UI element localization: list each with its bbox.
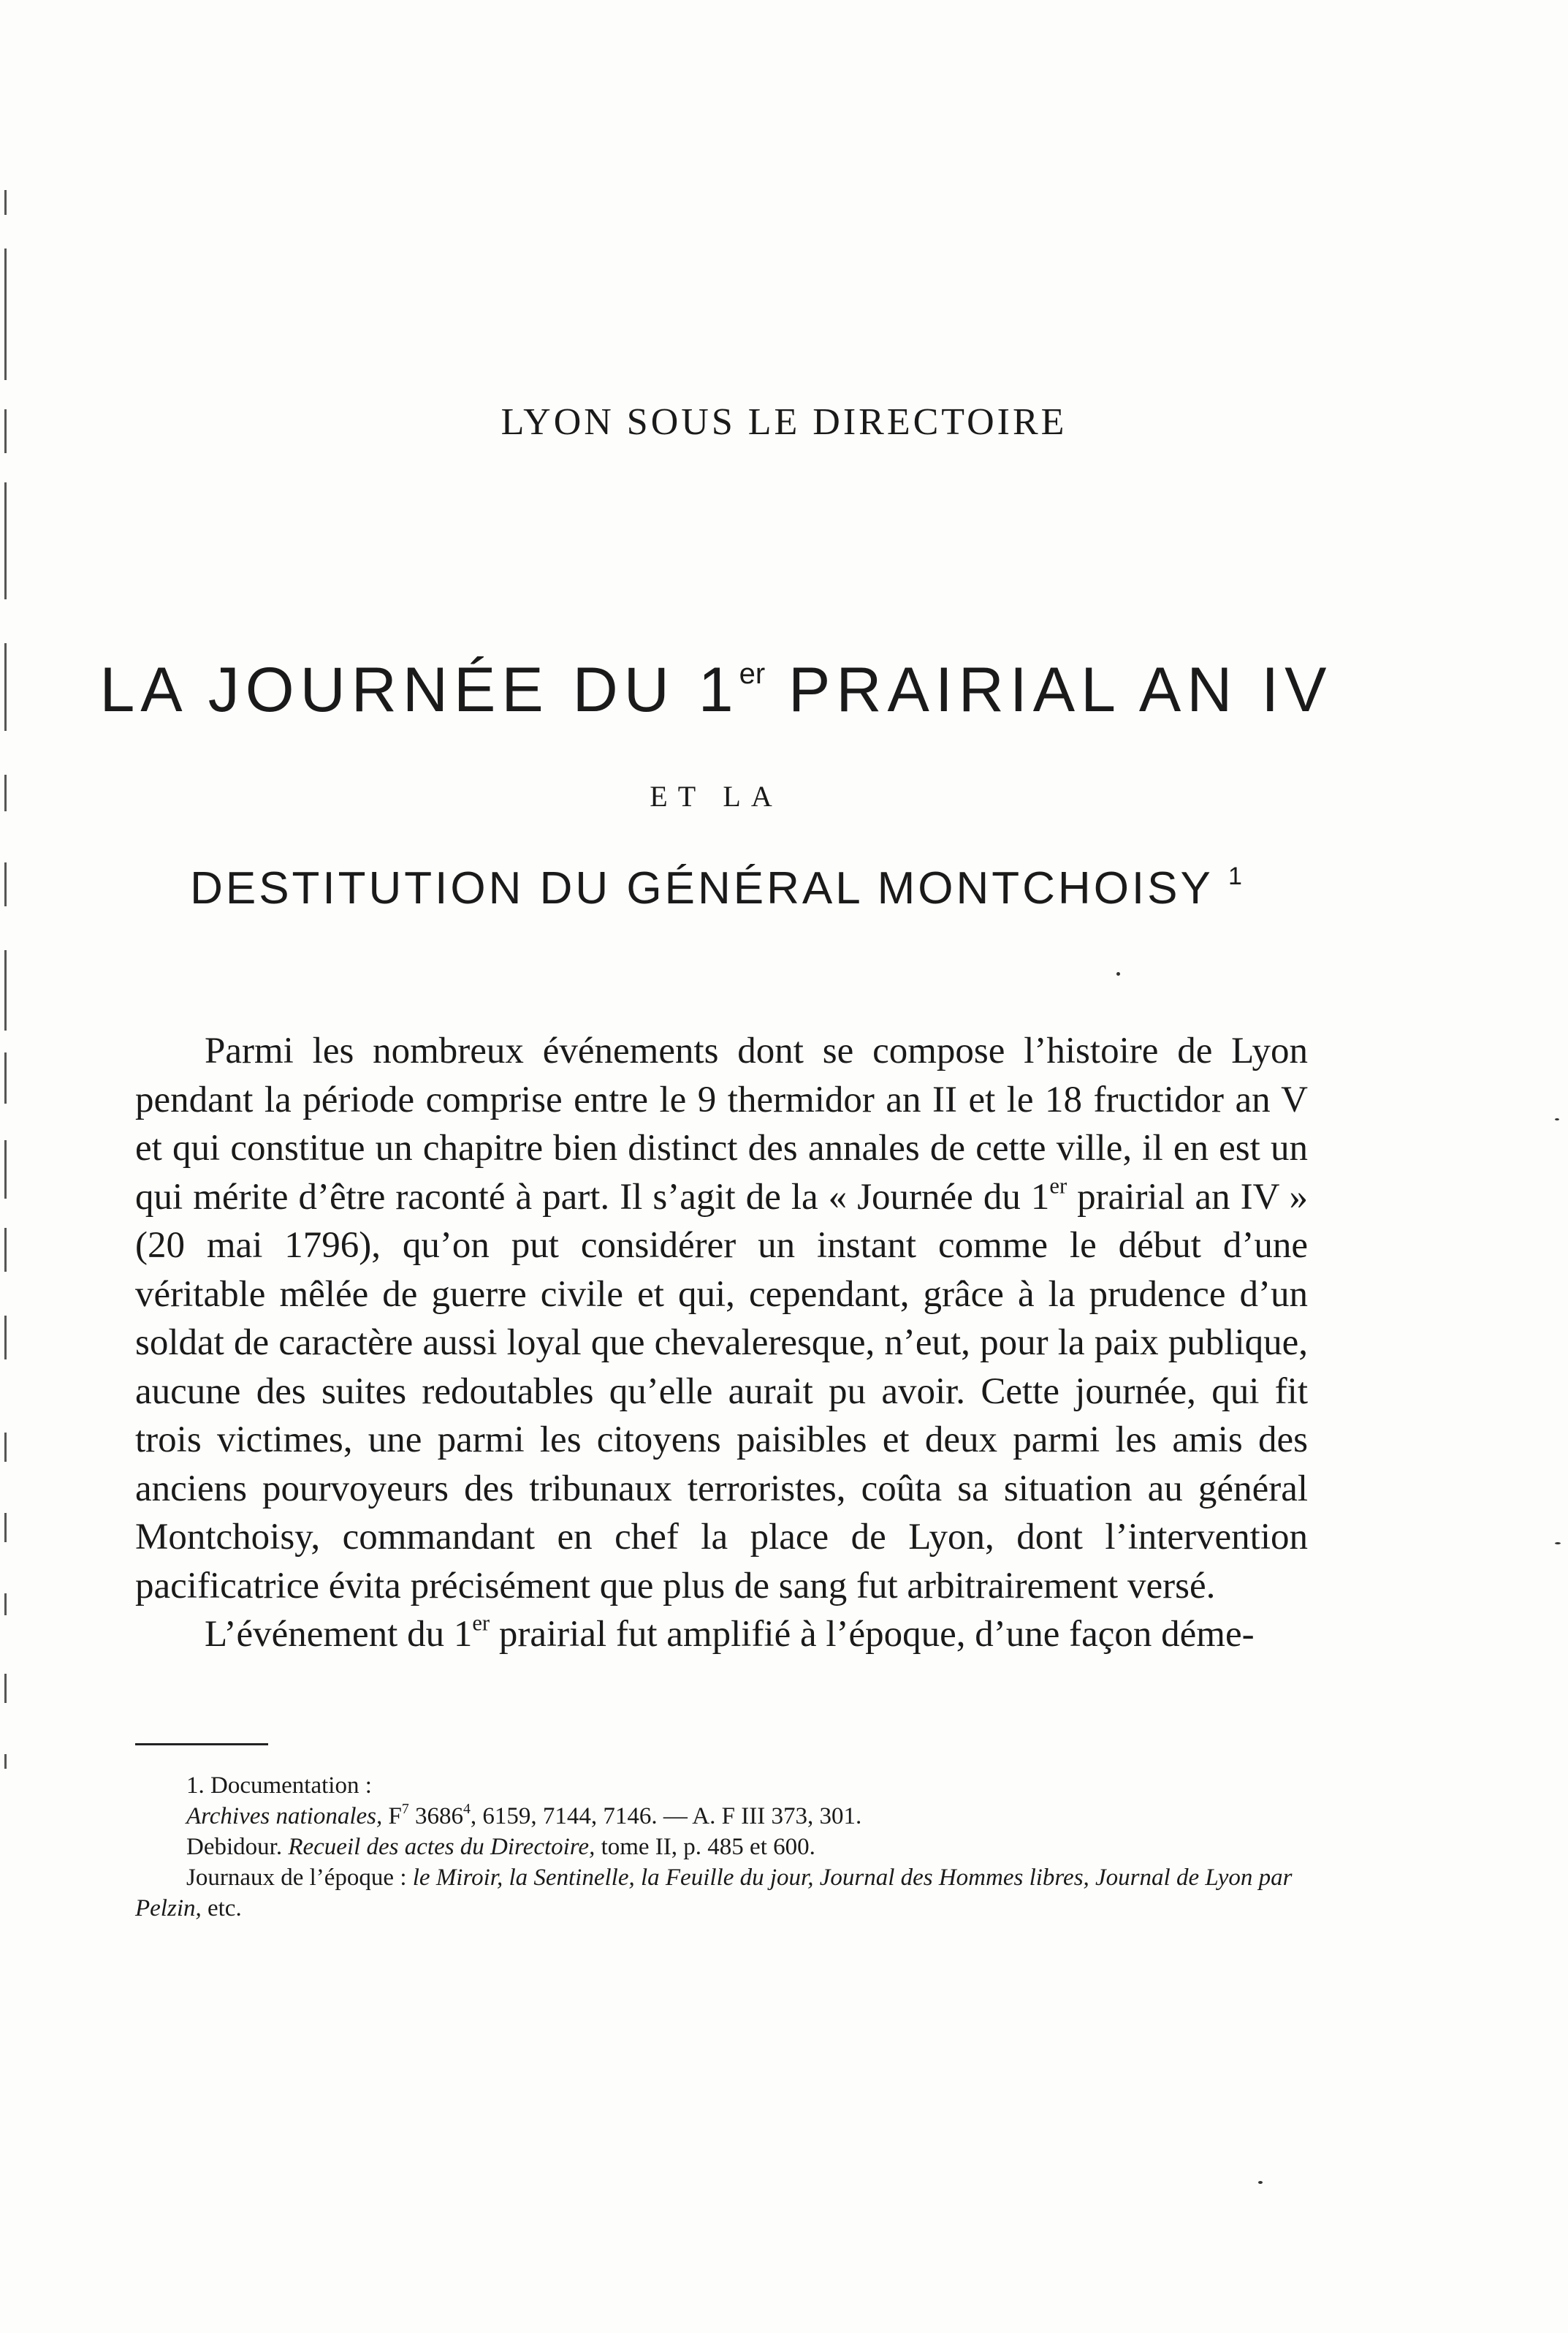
superscript: er	[472, 1610, 490, 1636]
scan-margin-mark	[4, 1316, 7, 1359]
scan-margin-mark	[4, 482, 7, 599]
footnote-source: Recueil des actes du Directoire,	[288, 1834, 595, 1860]
body-text	[135, 1027, 1308, 1659]
paragraph-text: prairial fut amplifié à l’époque, d’une façon déme-	[490, 1614, 1255, 1655]
scan-margin-mark	[4, 1228, 7, 1272]
scan-speck	[1555, 1118, 1559, 1120]
scan-speck	[1555, 1542, 1561, 1544]
scan-margin-mark	[4, 1674, 7, 1703]
title-connector: ET LA	[650, 780, 783, 813]
scan-margin-mark	[4, 1754, 7, 1769]
footnote-line	[135, 1801, 1308, 1832]
scan-margin-mark	[4, 1433, 7, 1462]
scan-speck	[1258, 2181, 1263, 2184]
footnote-text: F	[382, 1803, 402, 1829]
superscript: 4	[463, 1801, 471, 1818]
scan-margin-mark	[4, 1052, 7, 1104]
chapter-subtitle-text: DESTITUTION DU GÉNÉRAL MONTCHOISY	[190, 863, 1213, 914]
scan-margin-mark	[4, 950, 7, 1031]
scan-margin-mark	[4, 1513, 7, 1542]
superscript: er	[1049, 1173, 1067, 1199]
paragraph	[135, 1027, 1308, 1610]
paragraph-text: Parmi les nombreux événements dont se compose l’histoire de Lyon pendant la période comprise entre le 9 thermidor an II et le 18 fructidor an V et qui constitue un chapitre bien distinct des annales de cette ville, il en est un qui mérite d’être raconté à part. Il s’agit de la « Journée du 1	[135, 1031, 1308, 1218]
footnote-text: etc.	[201, 1895, 242, 1922]
footnote-label: 1. Documentation :	[186, 1772, 372, 1799]
paragraph-text: L’événement du 1	[205, 1614, 473, 1655]
paragraph-text: prairial an IV » (20 mai 1796), qu’on put considérer un instant comme le début d’une véritable mêlée de guerre civile et qui, cependant, grâce à la prudence d’un soldat de caractère aussi loyal que chevaleresque, n’eut, pour la paix publique, aucune des suites redoutables qu’elle aurait pu avoir. Cette journée, qui fit trois victimes, une parmi les citoyens paisibles et deux parmi les amis des anciens pourvoyeurs des tribunaux terroristes, coûta sa situation au général Montchoisy, commandant en chef la place de Lyon, dont l’intervention pacificatrice évita précisément que plus de sang fut arbitrairement versé.	[135, 1176, 1308, 1606]
running-head: LYON SOUS LE DIRECTOIRE	[501, 401, 1067, 443]
superscript: 7	[401, 1801, 409, 1818]
chapter-title	[0, 654, 1432, 727]
scan-speck	[1116, 972, 1120, 976]
footnote-reference[interactable]: 1	[1228, 862, 1242, 890]
chapter-title-part1: LA JOURNÉE DU	[99, 655, 699, 725]
footnote-source: Archives nationales,	[186, 1803, 383, 1829]
footnote-text: 3686	[408, 1803, 463, 1829]
chapter-title-ordinal: 1	[698, 655, 739, 725]
scan-margin-mark	[4, 1140, 7, 1199]
footnotes	[135, 1770, 1308, 1924]
footnote-line	[135, 1862, 1308, 1924]
scan-margin-mark	[4, 190, 7, 215]
footnote-text: Journaux de l’époque :	[186, 1864, 413, 1891]
footnote-source: le Miroir, la Sentinelle, la Feuille du jour, Journal des Hommes libres, Journal de Lyon par Pelzin,	[135, 1864, 1293, 1922]
footnote-text: tome II, p. 485 et 600.	[595, 1834, 815, 1860]
chapter-title-ordinal-sup: er	[739, 658, 766, 690]
scan-margin-mark	[4, 249, 7, 380]
scan-margin-mark	[4, 1593, 7, 1615]
footnote-line	[135, 1832, 1308, 1862]
chapter-title-part2: PRAIRIAL AN IV	[765, 655, 1333, 725]
chapter-subtitle	[0, 862, 1432, 914]
footnote-text: Debidour.	[186, 1834, 289, 1860]
footnote-text: , 6159, 7144, 7146. — A. F III 373, 301.	[470, 1803, 862, 1829]
paragraph	[135, 1610, 1308, 1659]
footnote-divider	[135, 1743, 268, 1745]
